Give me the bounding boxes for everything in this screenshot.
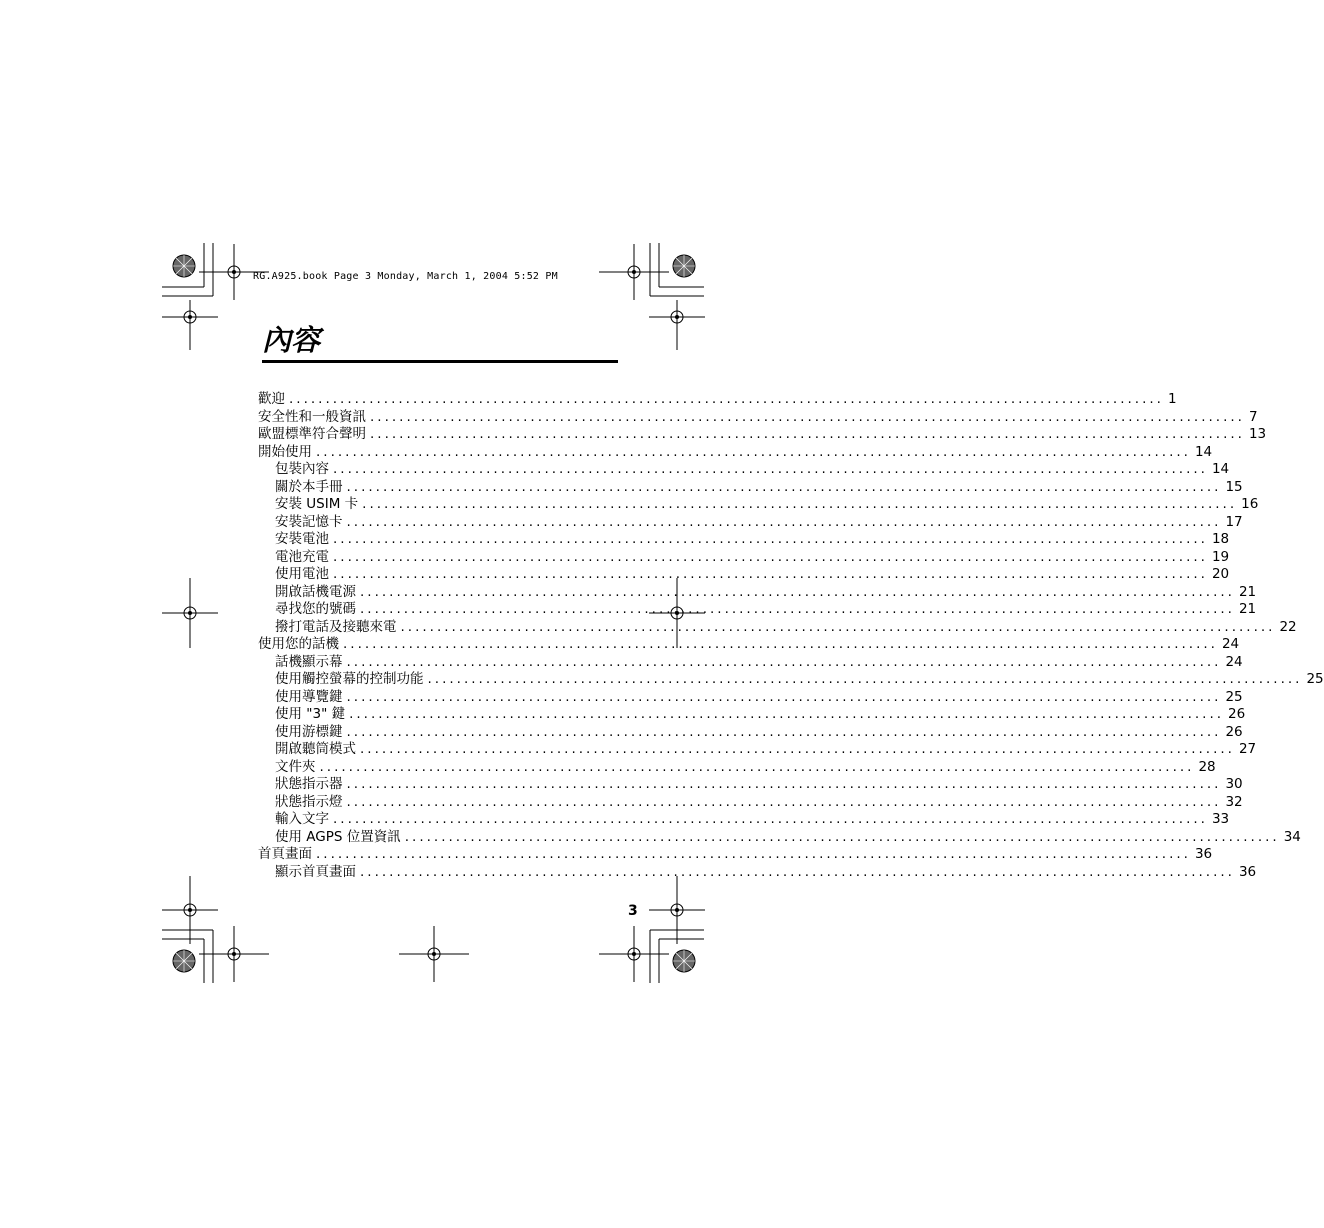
toc-entry-page: 34 [1283,828,1301,845]
toc-leader-dots: ........................................................................................................................ [360,583,1235,600]
toc-entry-label: 包裝內容 [275,461,329,477]
toc-entry-page: 28 [1198,758,1216,775]
toc-entry-label: 使用電池 [275,566,329,582]
toc-leader-dots: ........................................................................................................................ [346,513,1222,530]
toc-entry-label: 撥打電話及接聽來電 [275,618,397,635]
toc-entry-label: 安裝記憶卡 [275,513,343,530]
toc-entry-page: 33 [1211,811,1230,827]
toc-entry-page: 21 [1238,583,1257,600]
toc-leader-dots: ........................................................................................................................ [360,863,1235,880]
table-of-contents [258,391,1324,881]
toc-entry-page: 36 [1238,863,1257,880]
toc-entry[interactable] [258,863,1257,882]
toc-leader-dots: ........................................................................................................................ [427,671,1303,687]
toc-entry[interactable] [258,461,1230,479]
toc-entry-page: 16 [1241,496,1259,512]
toc-entry[interactable] [258,706,1246,724]
toc-entry-label: 文件夾 [275,758,316,775]
toc-entry-label: 關於本手冊 [275,478,343,495]
toc-entry-page: 14 [1194,443,1213,460]
toc-entry[interactable] [258,443,1213,462]
toc-entry-label: 安裝 USIM 卡 [275,496,359,512]
toc-entry-label: 尋找您的號碼 [275,601,356,617]
toc-leader-dots: ........................................................................................................................ [346,723,1222,740]
toc-entry-page: 21 [1238,601,1257,617]
toc-entry[interactable] [258,548,1230,567]
toc-leader-dots: ........................................................................................................................ [319,758,1195,775]
toc-entry-label: 使用游標鍵 [275,723,343,740]
toc-entry-label: 使用觸控螢幕的控制功能 [275,671,424,687]
toc-entry-label: 使用您的話機 [258,636,339,652]
toc-entry[interactable] [258,496,1259,514]
toc-entry[interactable] [258,513,1243,532]
toc-entry[interactable] [258,618,1297,637]
toc-entry-page: 15 [1225,478,1243,495]
toc-entry-page: 30 [1225,776,1243,792]
toc-entry-page: 22 [1279,618,1297,635]
toc-entry[interactable] [258,426,1267,444]
toc-entry[interactable] [258,636,1240,654]
toc-entry[interactable] [258,391,1177,409]
page-title: 內容 [262,323,321,357]
toc-entry[interactable] [258,583,1257,602]
toc-entry-page: 32 [1225,793,1243,810]
toc-entry[interactable] [258,653,1243,672]
title-divider [262,360,618,363]
toc-entry-label: 使用 "3" 鍵 [275,706,346,722]
toc-entry-label: 歡迎 [258,391,285,407]
toc-leader-dots: ........................................................................................................................ [333,548,1208,565]
toc-entry-page: 7 [1248,408,1258,425]
toc-entry[interactable] [258,723,1243,742]
toc-entry[interactable] [258,531,1230,549]
toc-entry-page: 26 [1228,706,1246,722]
toc-entry-label: 安全性和一般資訊 [258,408,366,425]
toc-entry-page: 24 [1221,636,1240,652]
toc-entry-label: 話機顯示幕 [275,653,343,670]
toc-entry-label: 歐盟標準符合聲明 [258,426,366,442]
toc-leader-dots: ........................................................................................................................ [346,478,1222,495]
toc-entry-label: 首頁畫面 [258,846,312,862]
toc-leader-dots: ........................................................................................................................ [333,566,1208,582]
toc-entry[interactable] [258,811,1230,829]
toc-leader-dots: ........................................................................................................................ [333,531,1208,547]
toc-entry-page: 25 [1306,671,1324,687]
toc-entry-page: 13 [1248,426,1267,442]
toc-entry-label: 顯示首頁畫面 [275,863,356,880]
toc-entry[interactable] [258,688,1243,707]
toc-entry[interactable] [258,601,1257,619]
toc-entry-label: 使用 AGPS 位置資訊 [275,828,401,845]
toc-leader-dots: ........................................................................................................................ [343,636,1218,652]
toc-leader-dots: ........................................................................................................................ [333,461,1208,477]
toc-entry-page: 24 [1225,653,1243,670]
toc-leader-dots: ........................................................................................................................ [346,793,1222,810]
toc-leader-dots: ........................................................................................................................ [316,846,1191,862]
toc-entry-label: 開啟話機電源 [275,583,356,600]
toc-entry-page: 27 [1238,741,1257,757]
toc-entry-page: 36 [1194,846,1213,862]
toc-entry-page: 19 [1211,548,1230,565]
toc-entry-label: 開始使用 [258,443,312,460]
toc-leader-dots: ........................................................................................................................ [346,776,1222,792]
toc-leader-dots: ........................................................................................................................ [349,706,1225,722]
toc-leader-dots: ........................................................................................................................ [346,653,1222,670]
toc-leader-dots: ........................................................................................................................ [333,811,1208,827]
toc-entry[interactable] [258,566,1230,584]
toc-entry-label: 安裝電池 [275,531,329,547]
print-file-info: RG.A925.book Page 3 Monday, March 1, 2004 5:52 PM [253,271,558,282]
toc-leader-dots: ........................................................................................................................ [370,408,1245,425]
toc-entry-label: 電池充電 [275,548,329,565]
toc-leader-dots: ........................................................................................................................ [289,391,1164,407]
toc-entry[interactable] [258,758,1216,777]
toc-entry-label: 輸入文字 [275,811,329,827]
toc-entry-label: 使用導覽鍵 [275,688,343,705]
toc-entry-page: 20 [1211,566,1230,582]
toc-entry-page: 18 [1211,531,1230,547]
page-number: 3 [628,903,638,919]
toc-entry[interactable] [258,776,1243,794]
toc-leader-dots: ........................................................................................................................ [362,496,1238,512]
toc-leader-dots: ........................................................................................................................ [346,688,1222,705]
toc-leader-dots: ........................................................................................................................ [370,426,1245,442]
toc-leader-dots: ........................................................................................................................ [400,618,1276,635]
toc-entry-page: 25 [1225,688,1243,705]
toc-leader-dots: ........................................................................................................................ [360,741,1235,757]
toc-entry[interactable] [258,828,1301,847]
toc-entry-page: 1 [1167,391,1177,407]
toc-entry[interactable] [258,846,1213,864]
toc-entry-page: 14 [1211,461,1230,477]
toc-entry-page: 26 [1225,723,1243,740]
toc-entry[interactable] [258,408,1258,427]
toc-leader-dots: ........................................................................................................................ [404,828,1280,845]
toc-entry[interactable] [258,741,1257,759]
toc-entry[interactable] [258,793,1243,812]
toc-entry-page: 17 [1225,513,1243,530]
toc-entry-label: 狀態指示器 [275,776,343,792]
toc-leader-dots: ........................................................................................................................ [360,601,1235,617]
toc-leader-dots: ........................................................................................................................ [316,443,1191,460]
toc-entry[interactable] [258,671,1324,689]
toc-entry-label: 開啟聽筒模式 [275,741,356,757]
toc-entry-label: 狀態指示燈 [275,793,343,810]
toc-entry[interactable] [258,478,1243,497]
